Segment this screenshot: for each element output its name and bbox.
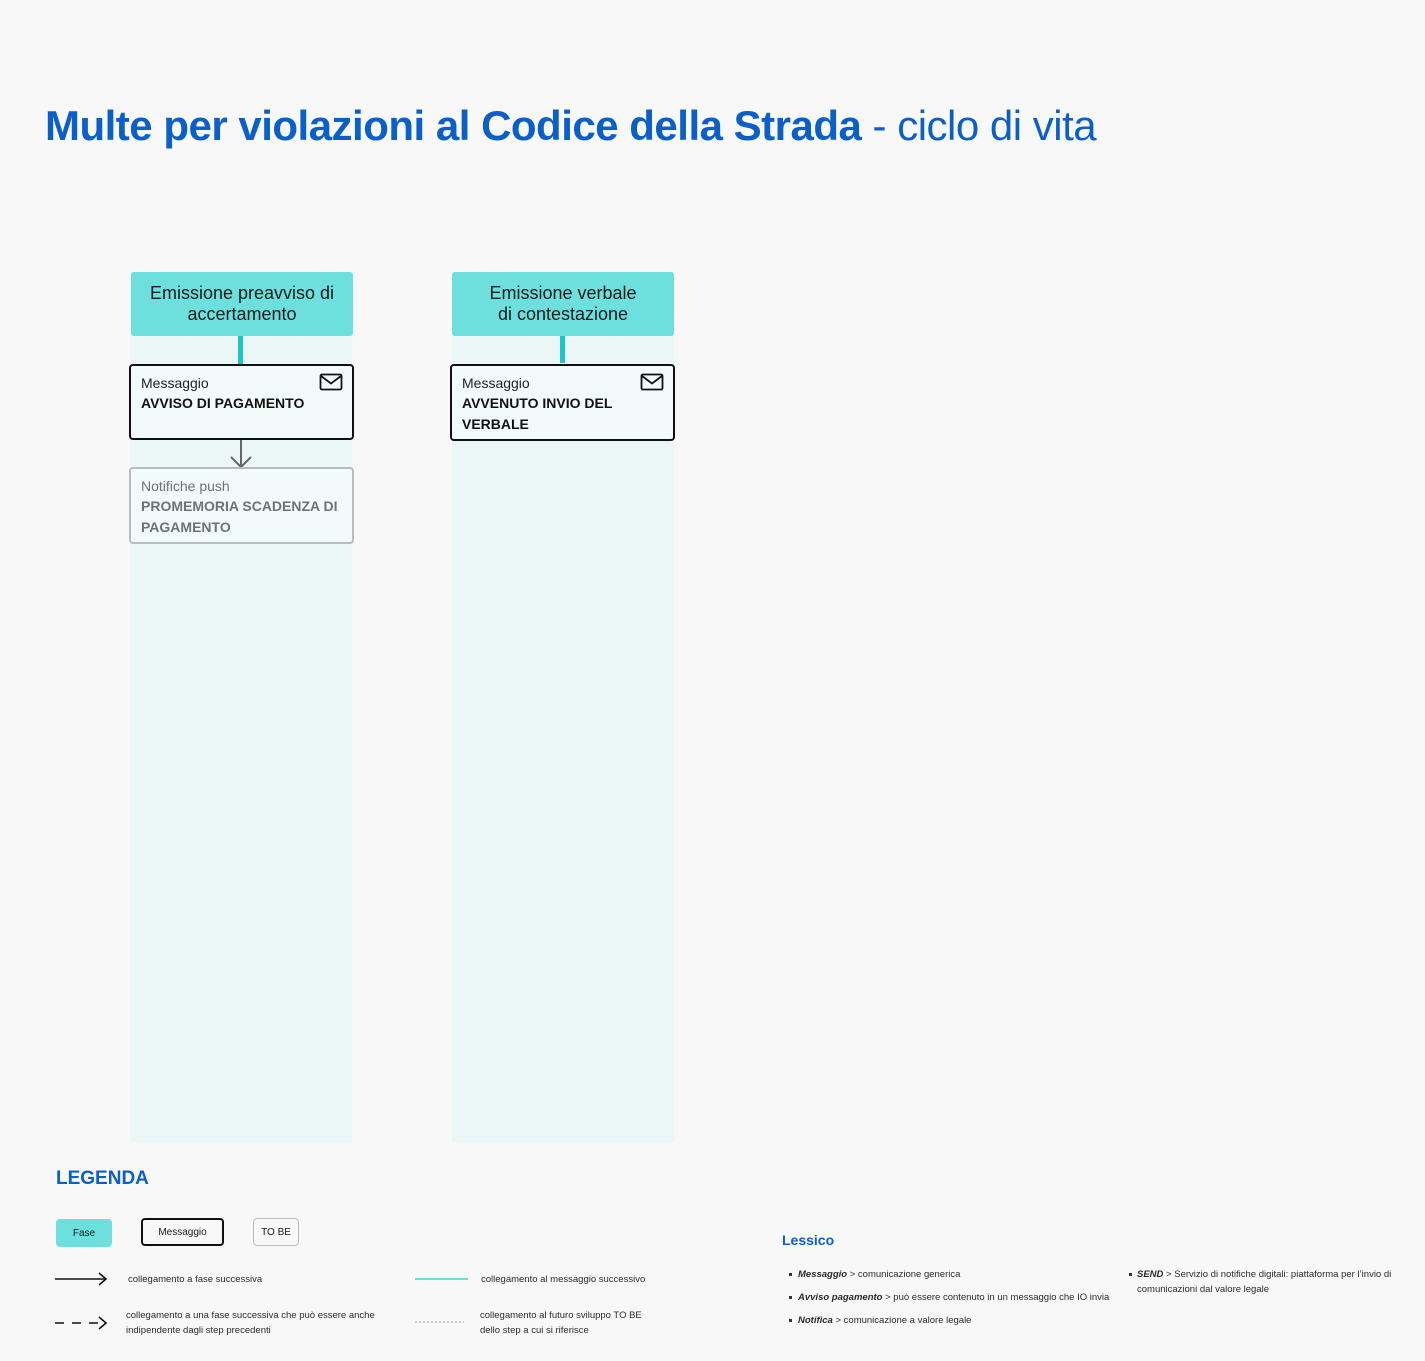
legend-dotted-line	[415, 1317, 465, 1327]
card-name-label: PROMEMORIA SCADENZA DI PAGAMENTO	[141, 498, 338, 535]
lessico-definition: > Servizio di notifiche digitali: piattaforma per l’invio di comunicazioni dal valore legale	[1137, 1269, 1392, 1295]
lessico-term: SEND	[1137, 1269, 1164, 1280]
lessico-term: Messaggio	[798, 1269, 848, 1280]
bullet-icon	[789, 1296, 792, 1299]
legend-dashed-arrow	[55, 1315, 109, 1331]
message-connector-line	[238, 336, 243, 366]
lessico-entry	[789, 1290, 1109, 1305]
phase-emissione-verbale[interactable]: Emissione verbale di contestazione	[452, 272, 674, 336]
lessico-entry	[789, 1267, 960, 1282]
message-connector-line	[560, 336, 565, 363]
legend-dotted-line-label: collegamento al futuro sviluppo TO BE dello step a cui si riferisce	[480, 1310, 642, 1336]
page-title-main: Multe per violazioni al Codice della Strada	[45, 102, 862, 149]
legend-chip-tobe: TO BE	[253, 1218, 299, 1246]
lessico-definition: > comunicazione a valore legale	[832, 1315, 972, 1326]
legend-cyan-line-label: collegamento al messaggio successivo	[481, 1274, 646, 1285]
card-name-label: AVVENUTO INVIO DEL VERBALE	[462, 395, 613, 432]
lessico-term: Notifica	[798, 1315, 833, 1326]
lessico-entry	[1129, 1267, 1412, 1297]
legend-title: LEGENDA	[56, 1168, 149, 1189]
page-title	[45, 100, 1096, 152]
lessico-term: Avviso pagamento	[798, 1292, 883, 1303]
arrow-down-icon	[228, 440, 254, 470]
bullet-icon	[789, 1273, 792, 1276]
legend-cyan-line	[415, 1274, 469, 1284]
message-card-avvenuto-invio-verbale[interactable]	[450, 364, 675, 441]
message-card-avviso-pagamento[interactable]	[129, 364, 354, 440]
lessico-title: Lessico	[782, 1232, 835, 1248]
lessico-entry	[789, 1313, 971, 1328]
bullet-icon	[1129, 1273, 1132, 1276]
envelope-icon	[319, 373, 343, 391]
card-kind-label: Messaggio	[462, 375, 530, 391]
card-kind-label: Notifiche push	[141, 478, 230, 494]
legend-solid-arrow	[55, 1271, 109, 1287]
envelope-icon	[640, 373, 664, 391]
lessico-definition: > può essere contenuto in un messaggio che IO invia	[882, 1292, 1110, 1303]
phase-emissione-preavviso[interactable]: Emissione preavviso di accertamento	[131, 272, 353, 336]
page-title-suffix: - ciclo di vita	[861, 102, 1097, 149]
tobe-card-promemoria-scadenza[interactable]	[129, 467, 354, 544]
legend-dashed-arrow-label: collegamento a una fase successiva che può essere anche indipendente dagli step precedenti	[126, 1310, 375, 1336]
card-name-label: AVVISO DI PAGAMENTO	[141, 395, 305, 411]
legend-chip-phase: Fase	[56, 1219, 112, 1247]
legend-chip-message: Messaggio	[141, 1218, 224, 1246]
bullet-icon	[789, 1319, 792, 1322]
lessico-definition: > comunicazione generica	[847, 1269, 961, 1280]
card-kind-label: Messaggio	[141, 375, 209, 391]
legend-solid-arrow-label: collegamento a fase successiva	[128, 1274, 263, 1285]
